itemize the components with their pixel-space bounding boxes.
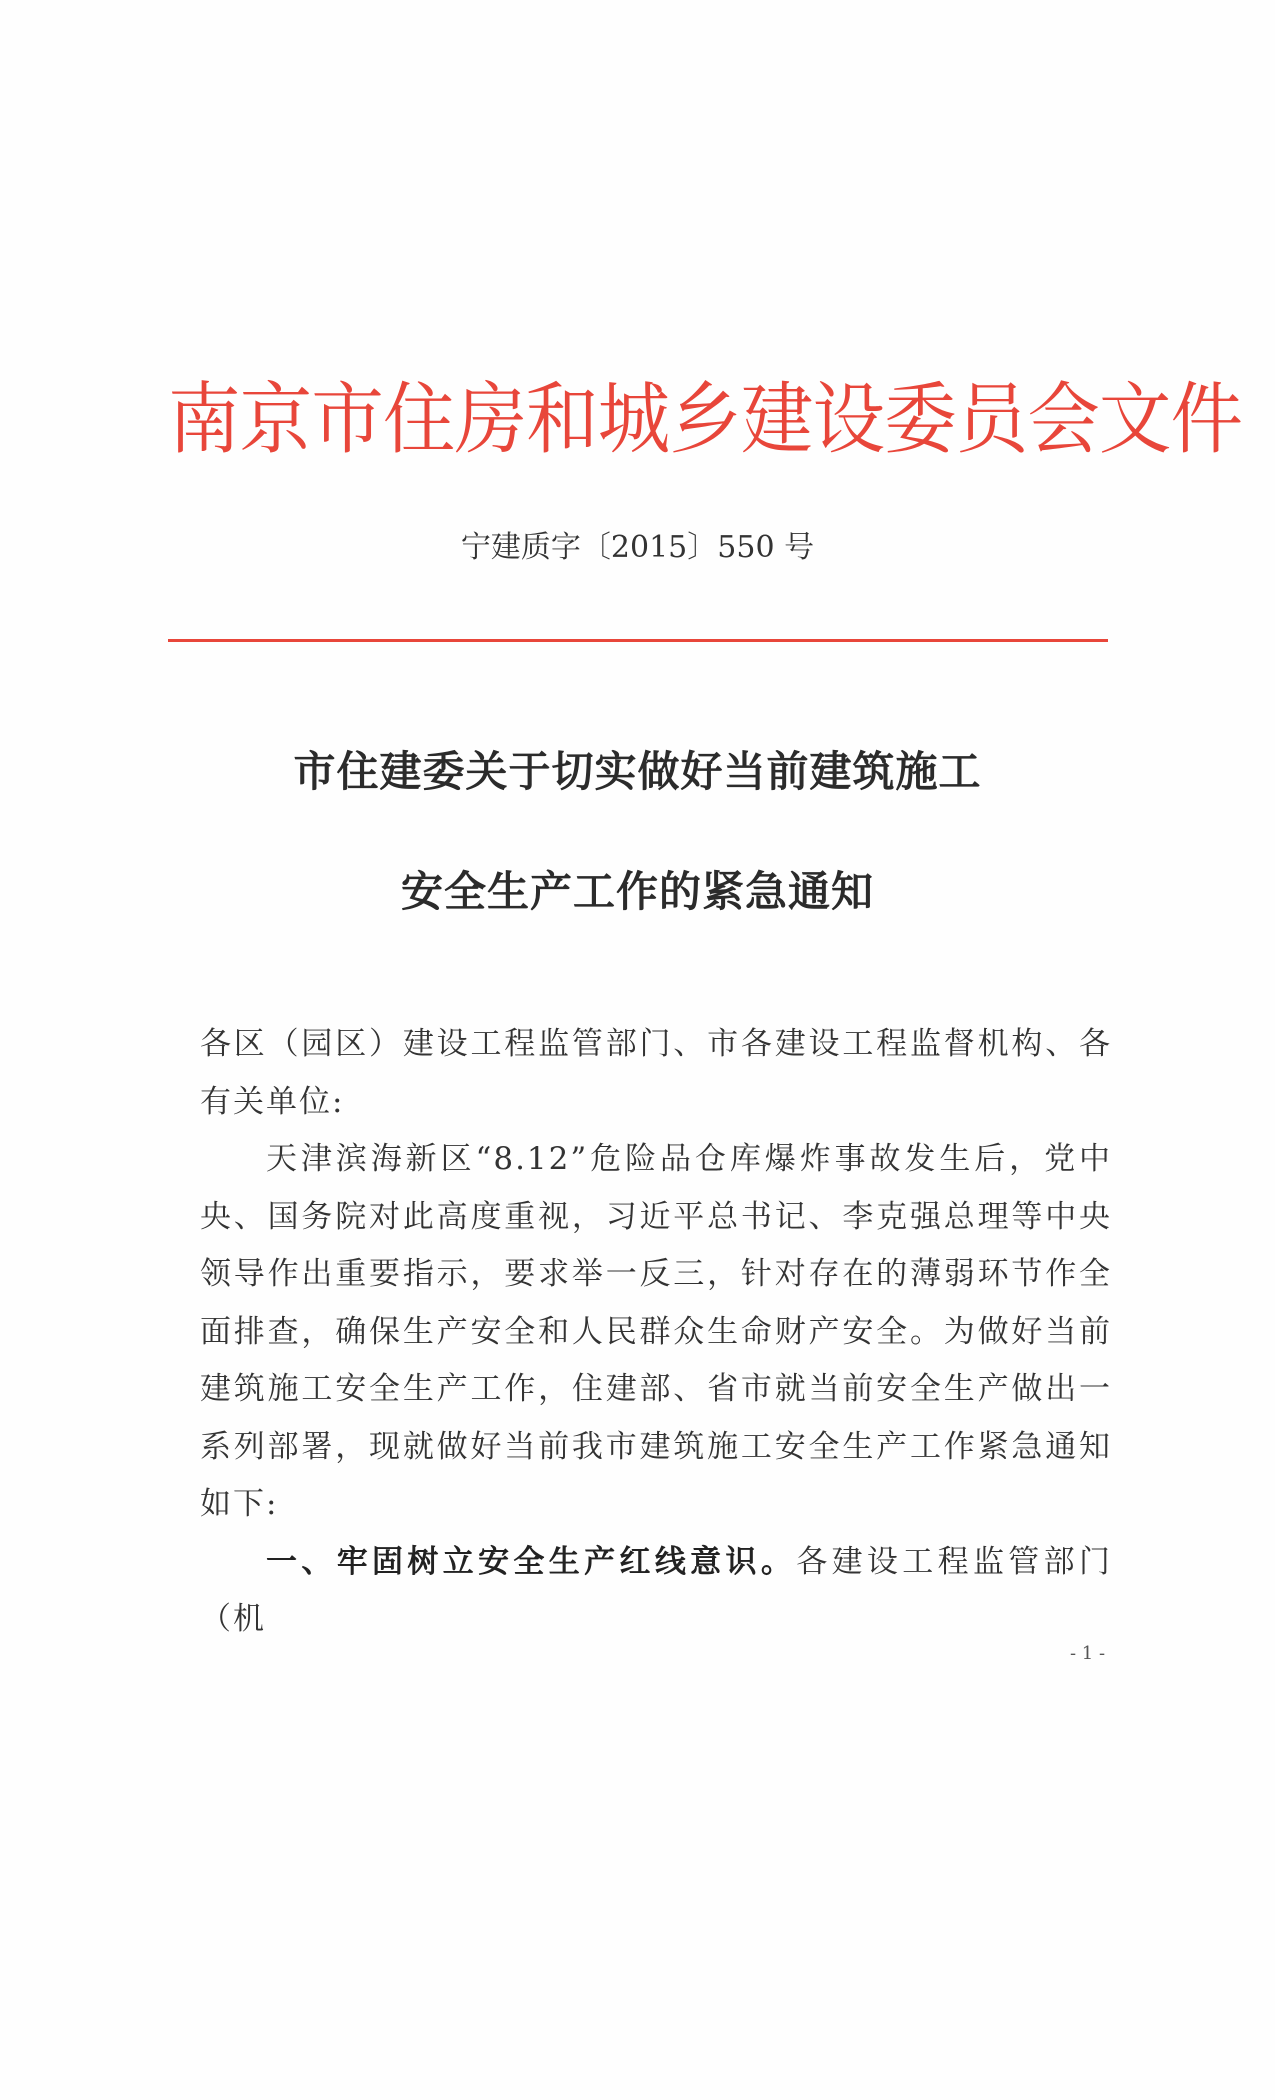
page-number: - 1 - (1070, 1643, 1106, 1664)
addressee: 各区（园区）建设工程监管部门、市各建设工程监督机构、各有关单位: (200, 1026, 1112, 1120)
red-divider-line (168, 639, 1108, 642)
letterhead-title: 南京市住房和城乡建设委员会文件 (168, 375, 1243, 465)
section-1-text: 各建设工程监管部门（机 (200, 1543, 1113, 1637)
body-paragraph-1: 天津滨海新区“8.12”危险品仓库爆炸事故发生后，党中央、国务院对此高度重视，习近平总书记、李克强总理等中央领导作出重要指示，要求举一反三，针对存在的薄弱环节作全面排查，确保生产安全和人民群众生命财产安全。为做好当前建筑施工安全生产工作，住建部、省市就当前安全生产做出一系列部署，现就做好当前我市建筑施工安全生产工作紧急通知如下: (200, 1141, 1112, 1522)
document-body (200, 1016, 1112, 1649)
section-1-heading: 一、牢固树立安全生产红线意识。 (266, 1543, 797, 1580)
notice-title-line-2: 安全生产工作的紧急通知 (400, 867, 874, 916)
notice-title-line-1: 市住建委关于切实做好当前建筑施工 (293, 747, 982, 796)
document-number: 宁建质字〔2015〕550 号 (460, 530, 815, 565)
section-1-paragraph (200, 1534, 1112, 1649)
